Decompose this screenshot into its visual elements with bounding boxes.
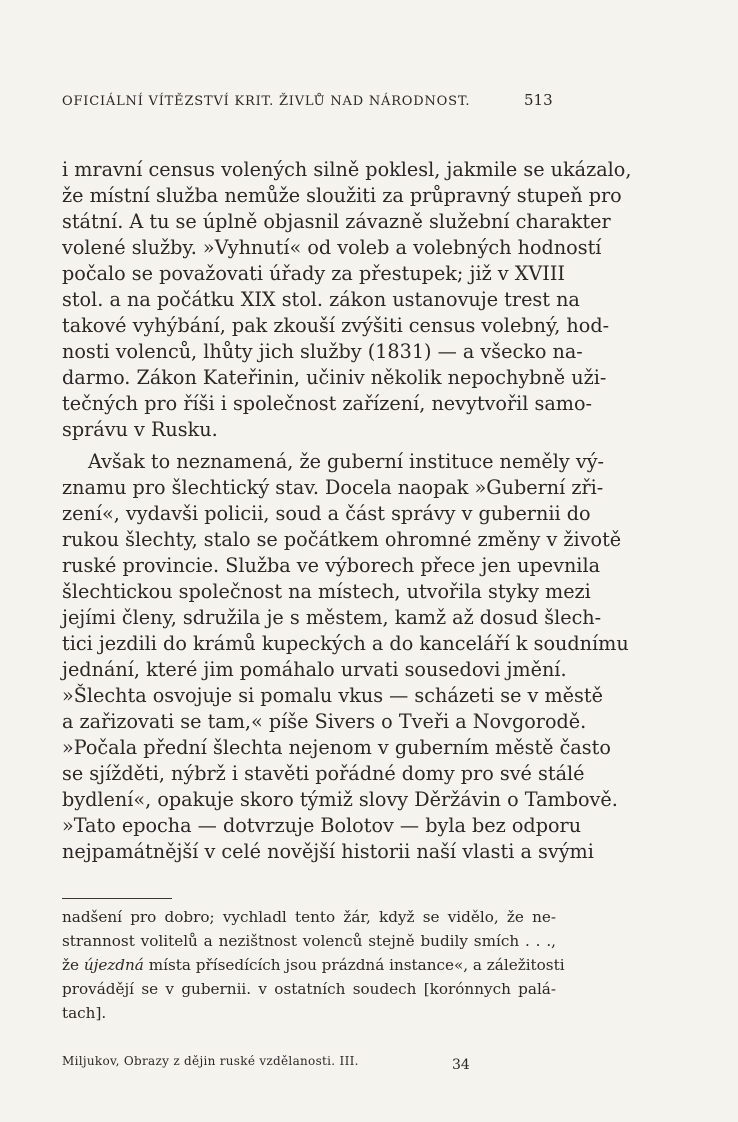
- footnote-italic-term: újezdná: [83, 956, 144, 974]
- body-line: »Počala přední šlechta nejenom v guberním městě často: [62, 736, 611, 759]
- body-line: i mravní census volených silně poklesl, jakmile se ukázalo,: [62, 158, 632, 181]
- body-line: tici jezdili do krámů kupeckých a do kanceláří k soudnímu: [62, 632, 629, 655]
- body-line: počalo se považovati úřady za přestupek; již v XVIII: [62, 262, 565, 285]
- footnote-line: nadšení pro dobro; vychladl tento žár, když se vidělo, že ne-: [62, 908, 556, 926]
- footnote-line: [62, 956, 565, 974]
- body-line: darmo. Zákon Kateřinin, učiniv několik nepochybně uži-: [62, 366, 607, 389]
- body-line: státní. A tu se úplně objasnil závazně služební charakter: [62, 210, 611, 233]
- body-line: jejími členy, sdružila je s městem, kamž až dosud šlech-: [62, 606, 602, 629]
- sheet-number: 34: [452, 1057, 470, 1073]
- body-line: takové vyhýbání, pak zkouší zvýšiti census volebný, hod-: [62, 314, 610, 337]
- footnote-text: že: [62, 956, 84, 974]
- body-line: zení«, vydavši policii, soud a část správy v gubernii do: [62, 502, 591, 525]
- body-line: bydlení«, opakuje skoro týmiž slovy Děržávin o Tambově.: [62, 788, 618, 811]
- body-line: »Šlechta osvojuje si pomalu vkus — scházeti se v městě: [62, 684, 603, 707]
- signature-line: Miljukov, Obrazy z dějin ruské vzdělanosti. III.: [62, 1054, 359, 1068]
- body-line: Avšak to neznamená, že guberní instituce neměly vý-: [88, 450, 605, 473]
- body-line: ruské provincie. Služba ve výborech přece jen upevnila: [62, 554, 601, 577]
- page-number: 513: [524, 91, 553, 109]
- body-line: nosti volenců, lhůty jich služby (1831) — a všecko na-: [62, 340, 583, 363]
- body-line: tečných pro říši i společnost zařízení, nevytvořil samo-: [62, 392, 592, 415]
- body-line: šlechtickou společnost na místech, utvořila styky mezi: [62, 580, 591, 603]
- body-line: správu v Rusku.: [62, 418, 218, 441]
- body-line: že místní služba nemůže sloužiti za průpravný stupeň pro: [62, 184, 622, 207]
- footnote-rule: [62, 898, 172, 899]
- body-line: rukou šlechty, stalo se počátkem ohromné změny v životě: [62, 528, 622, 551]
- running-head: OFICIÁLNÍ VÍTĚZSTVÍ KRIT. ŽIVLŮ NAD NÁRODNOST.: [62, 94, 471, 109]
- body-line: a zařizovati se tam,« píše Sivers o Tveři a Novgorodě.: [62, 710, 587, 733]
- footnote-line: strannost volitelů a nezištnost volenců stejně budily smích . . .,: [62, 932, 556, 950]
- body-line: stol. a na počátku XIX stol. zákon ustanovuje trest na: [62, 288, 580, 311]
- body-line: volené služby. »Vyhnutí« od voleb a volebných hodností: [62, 236, 602, 259]
- body-line: znamu pro šlechtický stav. Docela naopak »Guberní zři-: [62, 476, 604, 499]
- footnote-text: místa přísedících jsou prázdná instance«, a záležitosti: [143, 956, 565, 974]
- body-line: nejpamátnější v celé novější historii naší vlasti a svými: [62, 840, 594, 863]
- body-line: jednání, které jim pomáhalo urvati sousedovi jmění.: [62, 658, 567, 681]
- footnote-line: tach].: [62, 1004, 107, 1022]
- body-line: se sjížděti, nýbrž i stavěti pořádné domy pro své stálé: [62, 762, 585, 785]
- body-line: »Tato epocha — dotvrzuje Bolotov — byla bez odporu: [62, 814, 582, 837]
- footnote-line: provádějí se v gubernii. v ostatních soudech [korónnych palá-: [62, 980, 556, 998]
